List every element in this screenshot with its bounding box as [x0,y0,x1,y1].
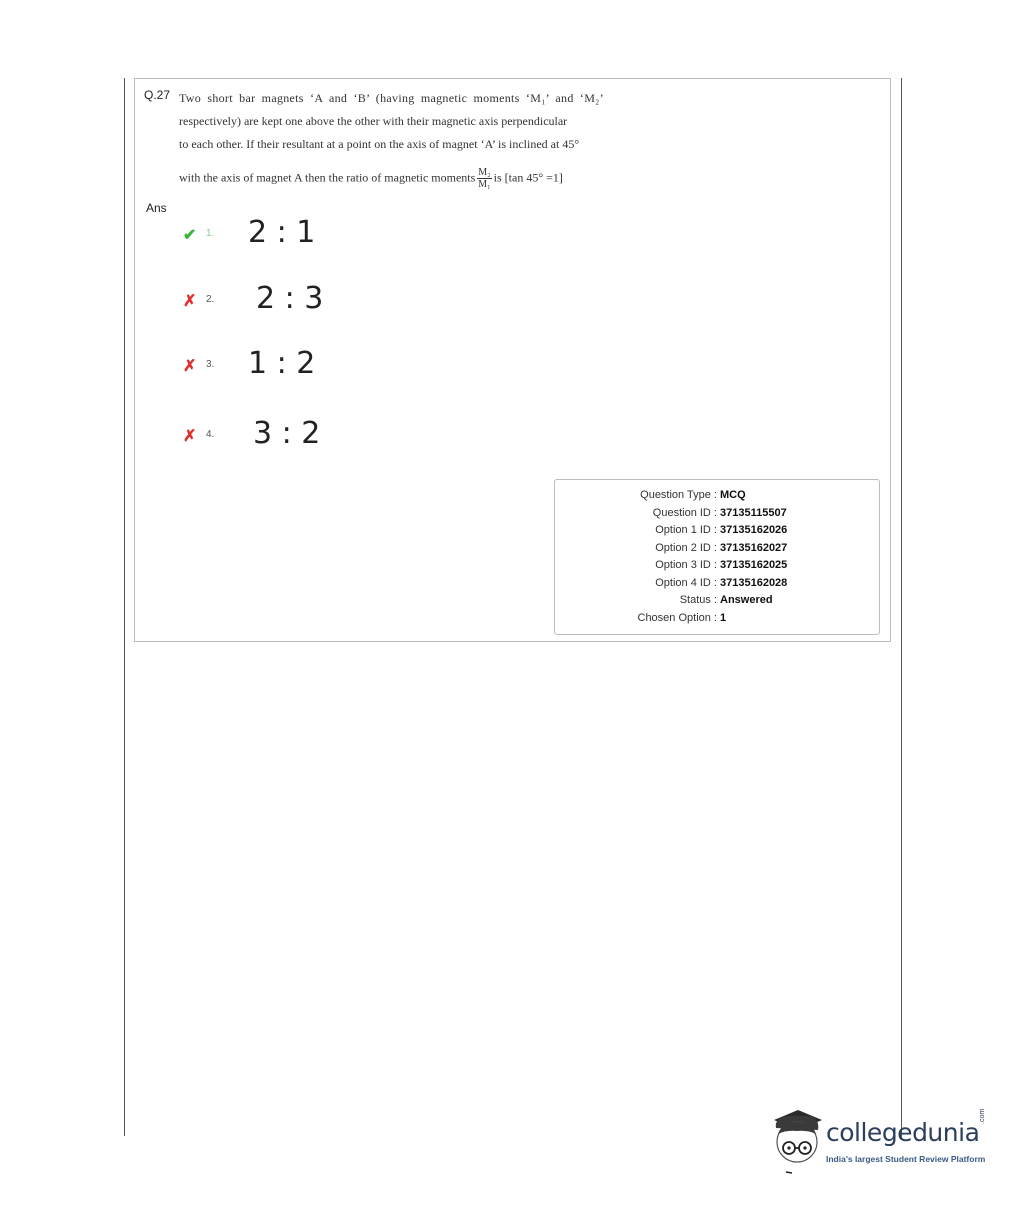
fraction-denominator: M₁ [478,179,491,190]
meta-value: 37135162027 [720,541,788,554]
meta-row-option-2-id [555,542,879,559]
mascot-icon [768,1104,826,1176]
meta-row-chosen-option [555,612,879,629]
question-text-line-2: respectively) are kept one above the other with their magnetic axis perpendicular [179,114,568,128]
meta-key: Option 3 ID : [655,559,717,571]
meta-key: Option 2 ID : [655,541,717,554]
cross-icon: ✗ [183,293,197,310]
meta-value: MCQ [720,489,746,501]
cross-icon: ✗ [183,358,197,375]
option-number: 3. [206,359,215,370]
meta-value: 37135162025 [720,559,788,571]
meta-row-option-3-id [555,559,879,576]
answer-label: Ans [146,201,167,215]
question-meta-panel [554,479,880,635]
meta-value: Answered [720,594,773,606]
moment-ratio-fraction [477,167,491,190]
meta-key: Option 1 ID : [655,524,717,536]
option-value: 1 : 2 [248,346,316,381]
meta-value: 1 [720,611,727,624]
page-left-rule [124,78,125,1136]
question-panel [134,78,891,642]
option-value: 2 : 1 [248,215,316,250]
meta-key: Question ID : [652,506,717,519]
question-text-line-3: to each other. If their resultant at a point on the axis of magnet ‘A’ is inclined at 45° [179,137,580,151]
meta-row-question-id [555,507,879,524]
question-number: Q.27 [144,88,171,102]
fraction-numerator: M₂ [478,167,491,178]
brand-dotcom: .com [979,1108,986,1124]
meta-key: Option 4 ID : [655,576,717,589]
meta-key: Chosen Option : [637,611,717,624]
meta-key: Status : [679,594,717,606]
cross-icon: ✗ [183,428,197,445]
meta-row-option-4-id [555,577,879,594]
question-text-line-4-end: is [tan 45° =1] [493,170,563,185]
question-text-line-1: Two short bar magnets ‘A and ‘B’ (having magnetic moments ‘M₁’ and ‘M₂’ [179,91,604,105]
option-number: 2. [206,294,215,305]
page-right-rule [901,78,902,1140]
brand-tagline: India's largest Student Review Platform [826,1154,986,1164]
meta-row-question-type [555,489,879,506]
meta-key: Question Type : [640,489,717,501]
meta-row-option-1-id [555,524,879,541]
meta-value: 37135162028 [720,576,788,589]
check-icon: ✔ [183,227,197,244]
option-value: 2 : 3 [256,281,324,316]
question-text-line-4-start: with the axis of magnet A then the ratio of magnetic moments [179,170,476,185]
question-text-line-4 [179,167,563,190]
brand-name: collegedunia [826,1118,980,1147]
collegedunia-logo [768,1104,998,1176]
option-number: 1. [206,228,215,239]
meta-value: 37135115507 [720,506,787,519]
meta-value: 37135162026 [720,524,788,536]
option-value: 3 : 2 [253,416,321,451]
option-number: 4. [206,429,215,440]
meta-row-status [555,594,879,611]
